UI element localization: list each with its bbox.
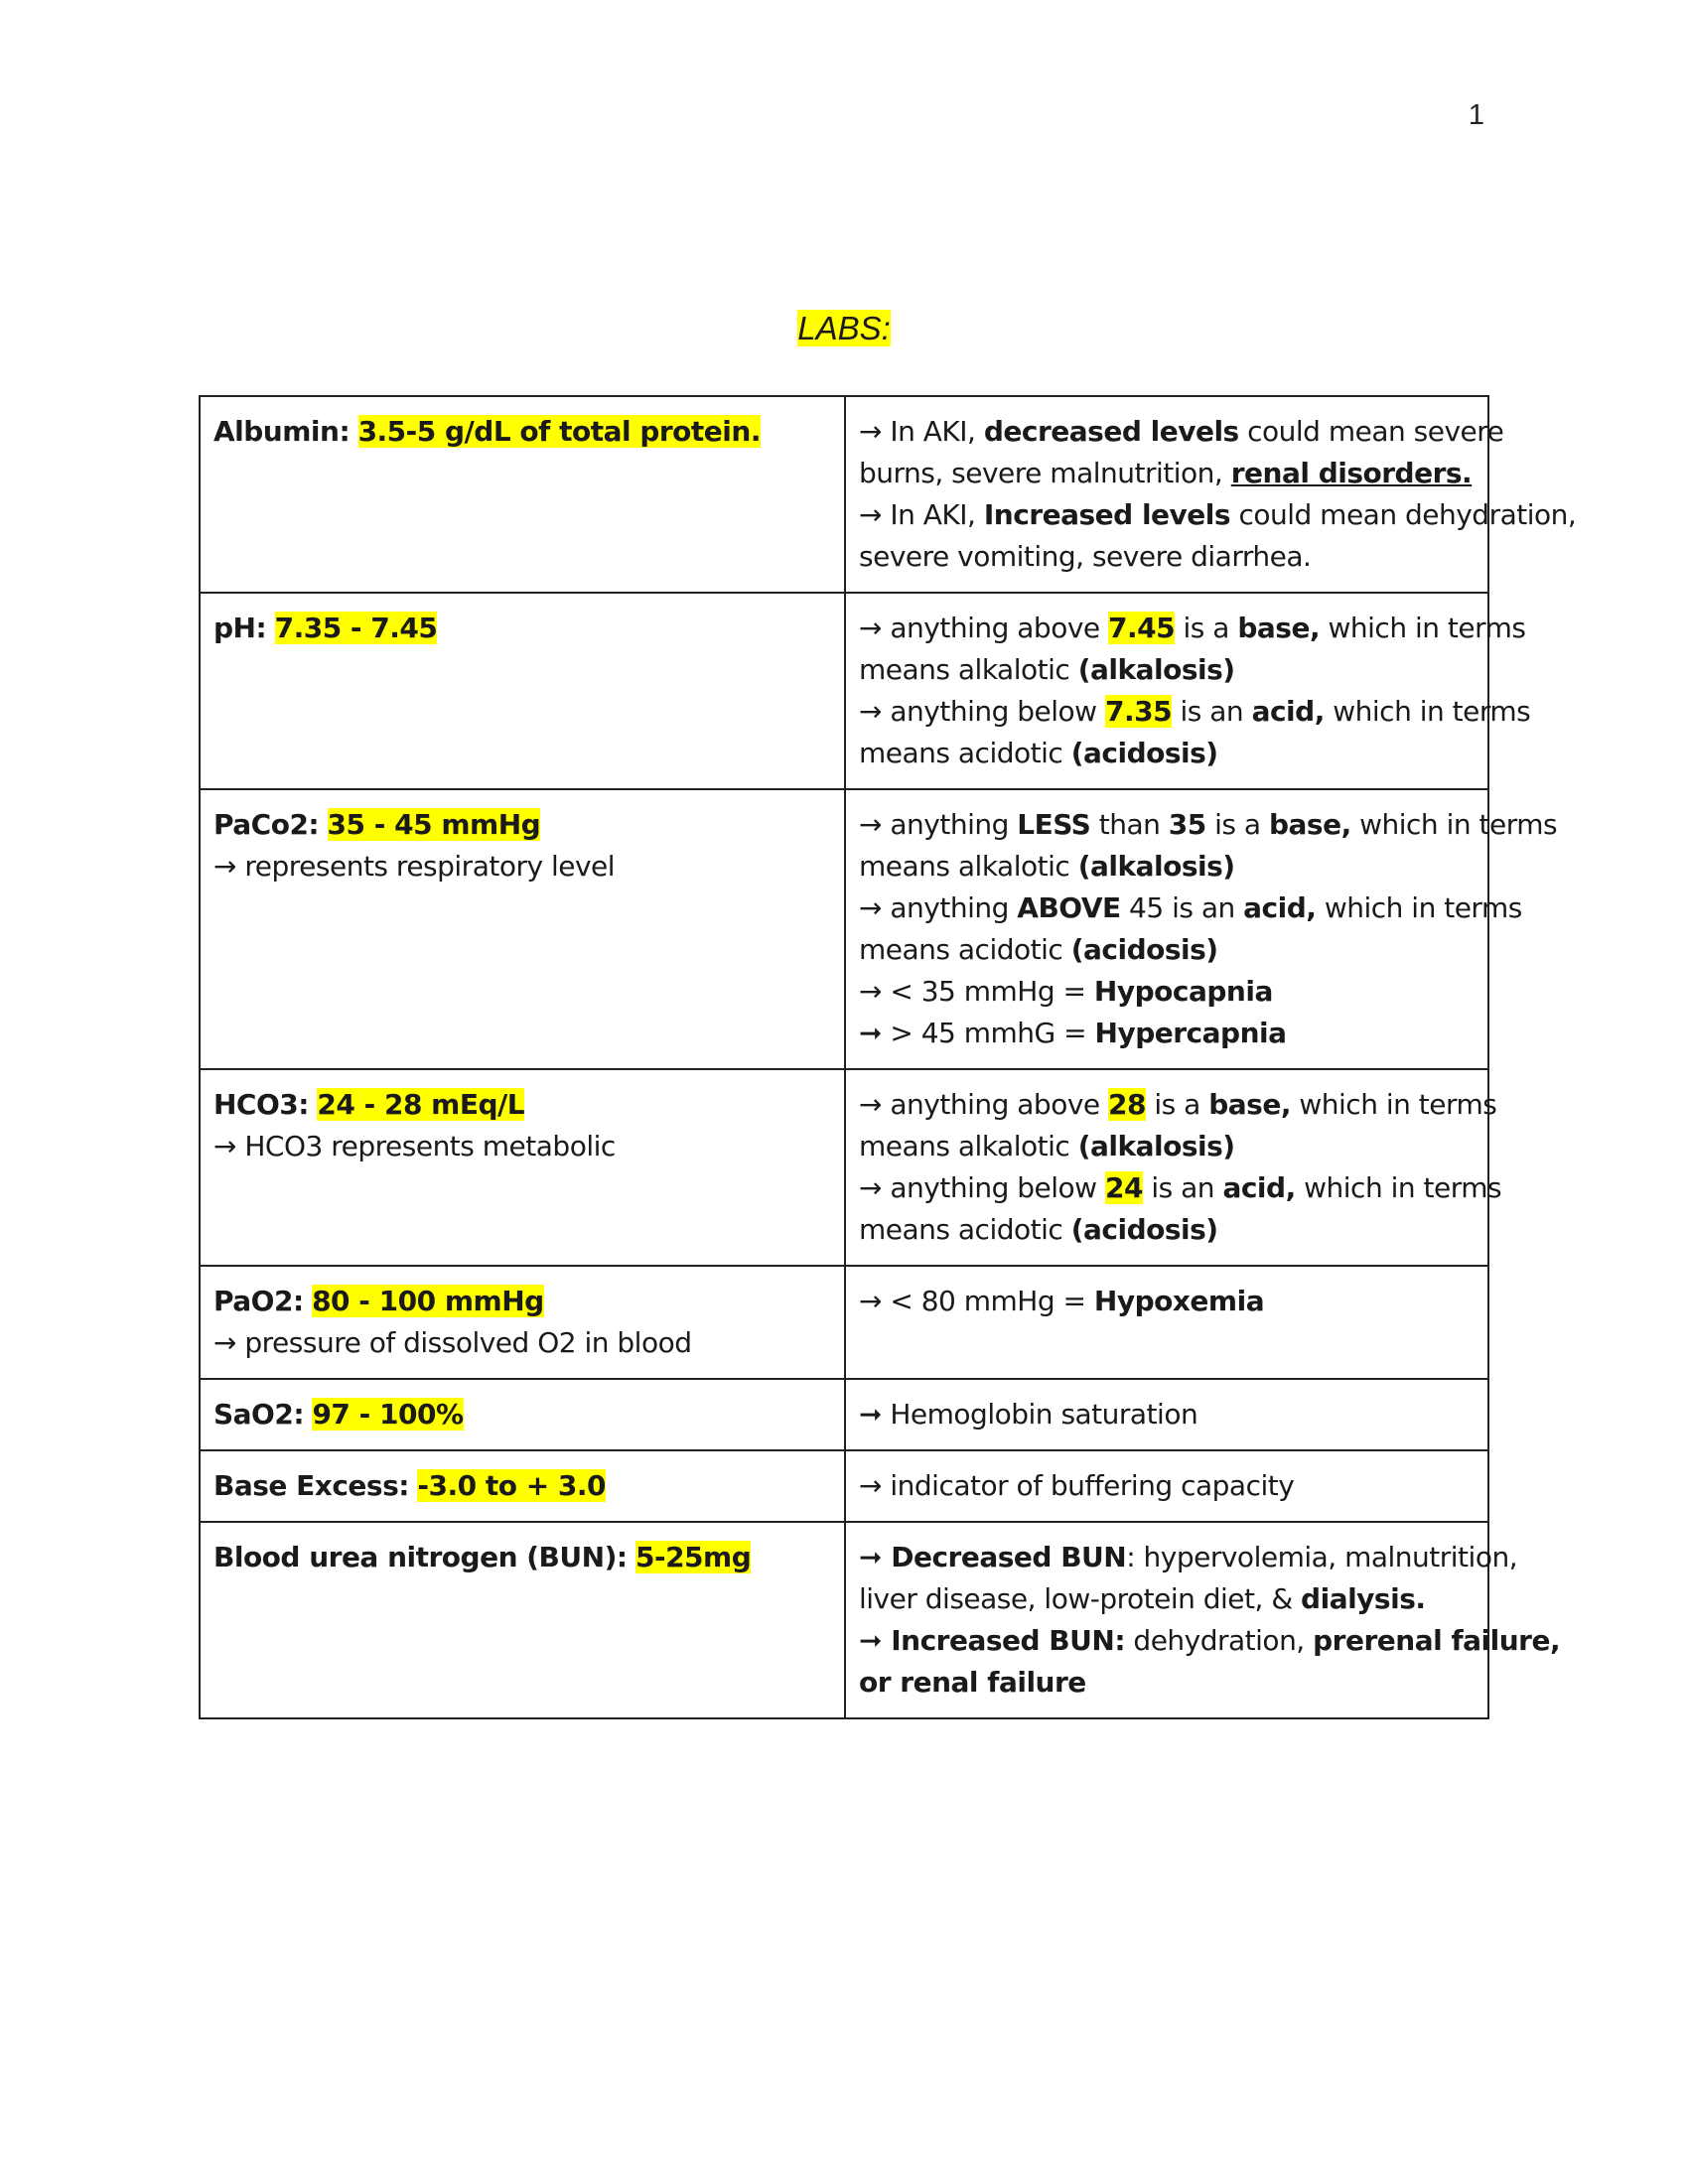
lab-subnote: pressure of dissolved O2 in blood bbox=[235, 1326, 692, 1359]
note-highlight: 7.45 bbox=[1108, 612, 1176, 644]
lab-subnote: represents respiratory level bbox=[235, 850, 616, 883]
note-text: anything below bbox=[881, 695, 1105, 728]
lab-name: Blood urea nitrogen (BUN): bbox=[213, 1541, 628, 1573]
note-text: In AKI, bbox=[881, 415, 984, 448]
lab-name-cell bbox=[200, 1450, 845, 1522]
note-text: which in terms bbox=[1295, 1171, 1502, 1204]
note-bold: acid, bbox=[1243, 891, 1317, 924]
note-text: could mean dehydration, bbox=[1230, 498, 1577, 531]
note-underlined: renal disorders. bbox=[1230, 457, 1473, 489]
lab-name-cell bbox=[200, 593, 845, 789]
arrow-icon: ➞ bbox=[859, 1017, 882, 1049]
lab-range: 80 - 100 mmHg bbox=[312, 1285, 544, 1317]
lab-name: Base Excess: bbox=[213, 1469, 409, 1502]
note-text: could mean severe bbox=[1238, 415, 1504, 448]
table-row bbox=[200, 789, 1488, 1069]
arrow-icon: → bbox=[859, 891, 882, 924]
note-bold: Decreased BUN bbox=[881, 1541, 1127, 1573]
note-bold: base, bbox=[1237, 612, 1321, 644]
lab-name-cell bbox=[200, 1069, 845, 1266]
arrow-icon: → bbox=[213, 1326, 236, 1359]
note-bold: Hypoxemia bbox=[1093, 1285, 1265, 1317]
lab-name: PaCo2: bbox=[213, 808, 320, 841]
note-text: is a bbox=[1146, 1088, 1209, 1121]
arrow-icon: → bbox=[859, 808, 882, 841]
arrow-icon: → bbox=[213, 850, 236, 883]
title-text: LABS: bbox=[797, 310, 891, 346]
note-text: means acidotic bbox=[859, 933, 1071, 966]
note-text: which in terms bbox=[1316, 891, 1522, 924]
lab-subnote: HCO3 represents metabolic bbox=[235, 1130, 616, 1162]
lab-range: -3.0 to + 3.0 bbox=[417, 1469, 607, 1502]
table-row bbox=[200, 1266, 1488, 1379]
note-bold: (acidosis) bbox=[1070, 737, 1218, 769]
note-bold: dialysis. bbox=[1301, 1582, 1426, 1615]
note-bold: Hypercapnia bbox=[1094, 1017, 1287, 1049]
note-bold: or renal failure bbox=[859, 1666, 1086, 1699]
lab-name: HCO3: bbox=[213, 1088, 309, 1121]
note-text: which in terms bbox=[1324, 695, 1531, 728]
lab-notes-cell bbox=[845, 1266, 1488, 1379]
lab-name: pH: bbox=[213, 612, 267, 644]
note-text: anything bbox=[881, 808, 1018, 841]
lab-notes-cell bbox=[845, 1522, 1561, 1718]
note-text: means alkalotic bbox=[859, 850, 1078, 883]
arrow-icon: → bbox=[859, 1469, 882, 1502]
arrow-icon: → bbox=[859, 612, 882, 644]
note-text: severe vomiting, severe diarrhea. bbox=[859, 540, 1312, 573]
note-text: which in terms bbox=[1290, 1088, 1497, 1121]
page-title bbox=[0, 310, 1688, 347]
note-bold: 35 bbox=[1168, 808, 1206, 841]
note-text: : hypervolemia, malnutrition, bbox=[1126, 1541, 1518, 1573]
note-bold: ABOVE bbox=[1017, 891, 1121, 924]
note-bold: (acidosis) bbox=[1070, 1213, 1218, 1246]
note-bold: Increased levels bbox=[983, 498, 1231, 531]
lab-name-cell bbox=[200, 1522, 845, 1718]
note-bold: (alkalosis) bbox=[1077, 1130, 1235, 1162]
note-text: anything above bbox=[881, 1088, 1109, 1121]
lab-notes-cell bbox=[845, 1069, 1502, 1266]
arrow-icon: → bbox=[859, 1171, 882, 1204]
arrow-icon: ➞ bbox=[859, 1398, 882, 1431]
note-highlight: 7.35 bbox=[1104, 695, 1173, 728]
labs-table bbox=[199, 395, 1577, 1719]
lab-name: Albumin: bbox=[213, 415, 351, 448]
note-text: dehydration, bbox=[1125, 1624, 1314, 1657]
note-text: anything above bbox=[881, 612, 1109, 644]
note-text: means alkalotic bbox=[859, 653, 1078, 686]
note-text: which in terms bbox=[1320, 612, 1526, 644]
note-text: liver disease, low-protein diet, & bbox=[859, 1582, 1302, 1615]
arrow-icon: ➞ bbox=[859, 1624, 882, 1657]
note-text: than bbox=[1090, 808, 1169, 841]
note-text: is a bbox=[1175, 612, 1238, 644]
note-text: indicator of buffering capacity bbox=[881, 1469, 1295, 1502]
lab-notes-cell bbox=[845, 593, 1531, 789]
note-text: is a bbox=[1205, 808, 1269, 841]
note-bold: acid, bbox=[1222, 1171, 1296, 1204]
note-bold: prerenal failure, bbox=[1313, 1624, 1561, 1657]
note-text: is an bbox=[1172, 695, 1252, 728]
note-text: < 35 mmHg = bbox=[881, 975, 1094, 1008]
table-row bbox=[200, 1522, 1488, 1718]
table-row bbox=[200, 396, 1488, 593]
table-row bbox=[200, 1450, 1488, 1522]
note-bold: LESS bbox=[1017, 808, 1091, 841]
note-text: < 80 mmHg = bbox=[881, 1285, 1094, 1317]
page-number: 1 bbox=[1468, 99, 1484, 131]
note-bold: base, bbox=[1268, 808, 1351, 841]
lab-range: 24 - 28 mEq/L bbox=[317, 1088, 525, 1121]
arrow-icon: → bbox=[859, 1088, 882, 1121]
note-text: Hemoglobin saturation bbox=[881, 1398, 1198, 1431]
lab-notes-cell bbox=[845, 789, 1558, 1069]
note-bold: Increased BUN: bbox=[881, 1624, 1126, 1657]
lab-notes-cell bbox=[845, 1379, 1488, 1450]
table-row bbox=[200, 593, 1488, 789]
note-bold: (alkalosis) bbox=[1077, 653, 1235, 686]
note-text: means alkalotic bbox=[859, 1130, 1078, 1162]
note-text: anything bbox=[881, 891, 1018, 924]
lab-range: 7.35 - 7.45 bbox=[274, 612, 438, 644]
arrow-icon: → bbox=[213, 1130, 236, 1162]
note-text: burns, severe malnutrition, bbox=[859, 457, 1231, 489]
note-bold: base, bbox=[1208, 1088, 1291, 1121]
arrow-icon: → bbox=[859, 415, 882, 448]
lab-notes-cell bbox=[845, 1450, 1488, 1522]
note-highlight: 28 bbox=[1108, 1088, 1146, 1121]
note-text: is an bbox=[1142, 1171, 1223, 1204]
lab-name-cell bbox=[200, 1379, 845, 1450]
arrow-icon: → bbox=[859, 975, 882, 1008]
note-bold: acid, bbox=[1251, 695, 1325, 728]
arrow-icon: → bbox=[859, 1285, 882, 1317]
note-text: which in terms bbox=[1350, 808, 1558, 841]
lab-name-cell bbox=[200, 396, 845, 593]
note-highlight: 24 bbox=[1104, 1171, 1143, 1204]
table-row bbox=[200, 1069, 1488, 1266]
note-bold: Hypocapnia bbox=[1093, 975, 1273, 1008]
note-bold: (alkalosis) bbox=[1077, 850, 1235, 883]
lab-notes-cell bbox=[845, 396, 1577, 593]
lab-range: 97 - 100% bbox=[312, 1398, 464, 1431]
note-text: means acidotic bbox=[859, 1213, 1071, 1246]
note-text: > 45 mmhG = bbox=[881, 1017, 1095, 1049]
note-text: anything below bbox=[881, 1171, 1105, 1204]
lab-range: 3.5-5 g/dL of total protein. bbox=[357, 415, 761, 448]
lab-name: PaO2: bbox=[213, 1285, 304, 1317]
note-text: 45 is an bbox=[1120, 891, 1244, 924]
note-text: means acidotic bbox=[859, 737, 1071, 769]
lab-range: 35 - 45 mmHg bbox=[327, 808, 541, 841]
table-row bbox=[200, 1379, 1488, 1450]
note-text: In AKI, bbox=[881, 498, 984, 531]
lab-name-cell bbox=[200, 1266, 845, 1379]
lab-range: 5-25mg bbox=[634, 1541, 752, 1573]
arrow-icon: → bbox=[859, 695, 882, 728]
arrow-icon: → bbox=[859, 498, 882, 531]
note-bold: (acidosis) bbox=[1070, 933, 1218, 966]
lab-name-cell bbox=[200, 789, 845, 1069]
note-bold: decreased levels bbox=[983, 415, 1239, 448]
arrow-icon: ➞ bbox=[859, 1541, 882, 1573]
lab-name: SaO2: bbox=[213, 1398, 305, 1431]
